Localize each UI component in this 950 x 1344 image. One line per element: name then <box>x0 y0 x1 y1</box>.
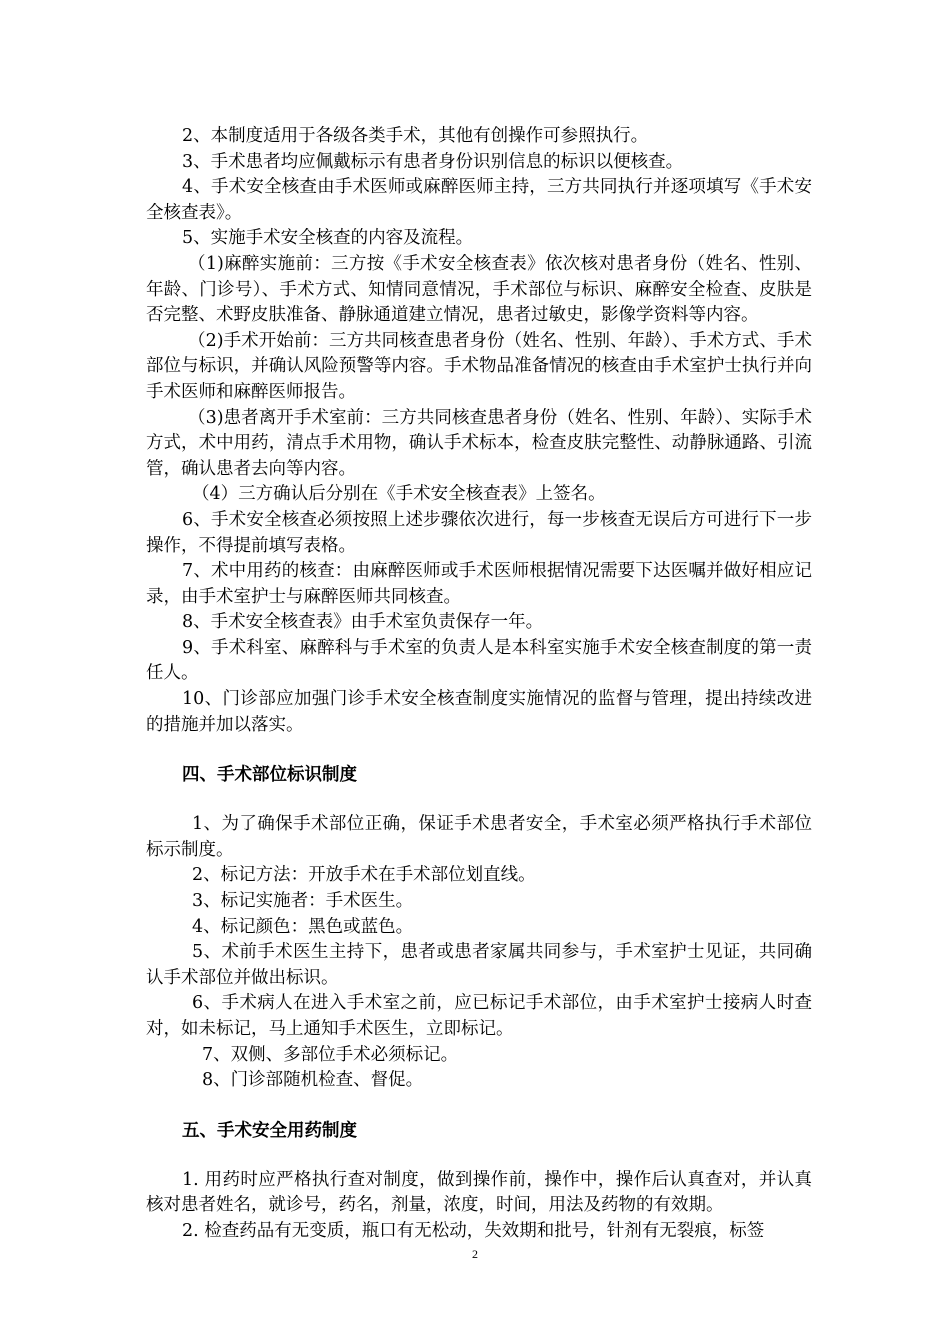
paragraph-3-5-1: （1)麻醉实施前：三方按《手术安全核查表》依次核对患者身份（姓名、性别、年龄、门诊号）、手术方式、知情同意情况，手术部位与标识、麻醉安全检查、皮肤是否完整、术野皮肤准备、静脉通道建立情况，患者过敏史，影像学资料等内容。 <box>146 253 812 326</box>
paragraph-5-1: 1. 用药时应严格执行查对制度，做到操作前，操作中，操作后认真查对，并认真核对患者姓名，就诊号，药名，剂量，浓度，时间，用法及药物的有效期。 <box>146 1169 812 1216</box>
paragraph-3-10: 10、门诊部应加强门诊手术安全核查制度实施情况的监督与管理，提出持续改进的措施并加以落实。 <box>146 689 812 735</box>
paragraph-3-4: 4、手术安全核查由手术医师或麻醉医师主持，三方共同执行并逐项填写《手术安全核查表》。 <box>146 177 812 223</box>
spacer <box>146 788 812 812</box>
paragraph-4-6: 6、手术病人在进入手术室之前，应已标记手术部位，由手术室护士接病人时查对，如未标记，马上通知手术医生，立即标记。 <box>146 993 812 1039</box>
document-body <box>146 124 812 1245</box>
spacer <box>146 1094 812 1118</box>
paragraph-4-7: 7、双侧、多部位手术必须标记。 <box>202 1044 459 1065</box>
paragraph-3-6: 6、手术安全核查必须按照上述步骤依次进行，每一步核查无误后方可进行下一步操作，不得提前填写表格。 <box>146 509 812 556</box>
paragraph-4-8: 8、门诊部随机检查、督促。 <box>202 1070 424 1091</box>
section-heading-4: 四、手术部位标识制度 <box>182 765 357 786</box>
paragraph-3-5-2: （2)手术开始前：三方共同核查患者身份（姓名、性别、年龄）、手术方式、手术部位与标识，并确认风险预警等内容。手术物品准备情况的核查由手术室护士执行并向手术医师和麻醉医师报告。 <box>146 330 812 402</box>
paragraph-4-3: 3、标记实施者：手术医生。 <box>192 891 414 912</box>
paragraph-3-2: 2、本制度适用于各级各类手术，其他有创操作可参照执行。 <box>182 126 649 146</box>
paragraph-4-1: 1、为了确保手术部位正确，保证手术患者安全，手术室必须严格执行手术部位标示制度。 <box>146 814 812 860</box>
section-heading-5: 五、手术安全用药制度 <box>182 1120 357 1141</box>
paragraph-4-5: 5、术前手术医生主持下，患者或患者家属共同参与，手术室护士见证，共同确认手术部位并做出标识。 <box>146 942 812 988</box>
paragraph-3-8: 8、手术安全核查表》由手术室负责保存一年。 <box>182 612 544 633</box>
paragraph-4-4: 4、标记颜色：黑色或蓝色。 <box>192 916 414 937</box>
paragraph-5-2: 2. 检查药品有无变质，瓶口有无松动，失效期和批号，针剂有无裂痕，标签 <box>182 1220 765 1241</box>
paragraph-3-5: 5、实施手术安全核查的内容及流程。 <box>182 228 474 249</box>
paragraph-4-2: 2、标记方法：开放手术在手术部位划直线。 <box>192 865 536 886</box>
paragraph-3-7: 7、术中用药的核查：由麻醉医师或手术医师根据情况需要下达医嘱并做好相应记录，由手术室护士与麻醉医师共同核查。 <box>146 561 812 607</box>
paragraph-3-3: 3、手术患者均应佩戴标示有患者身份识别信息的标识以便核查。 <box>182 151 684 172</box>
paragraph-3-5-3: （3)患者离开手术室前：三方共同核查患者身份（姓名、性别、年龄）、实际手术方式，术中用药，清点手术用物，确认手术标本，检查皮肤完整性、动静脉通路、引流管，确认患者去向等内容。 <box>146 407 812 479</box>
spacer <box>146 738 812 762</box>
paragraph-3-5-4: （4）三方确认后分别在《手术安全核查表》上签名。 <box>192 484 606 505</box>
page-number: 2 <box>472 1247 478 1261</box>
spacer <box>146 1144 812 1168</box>
paragraph-3-9: 9、手术科室、麻醉科与手术室的负责人是本科室实施手术安全核查制度的第一责任人。 <box>146 637 812 684</box>
